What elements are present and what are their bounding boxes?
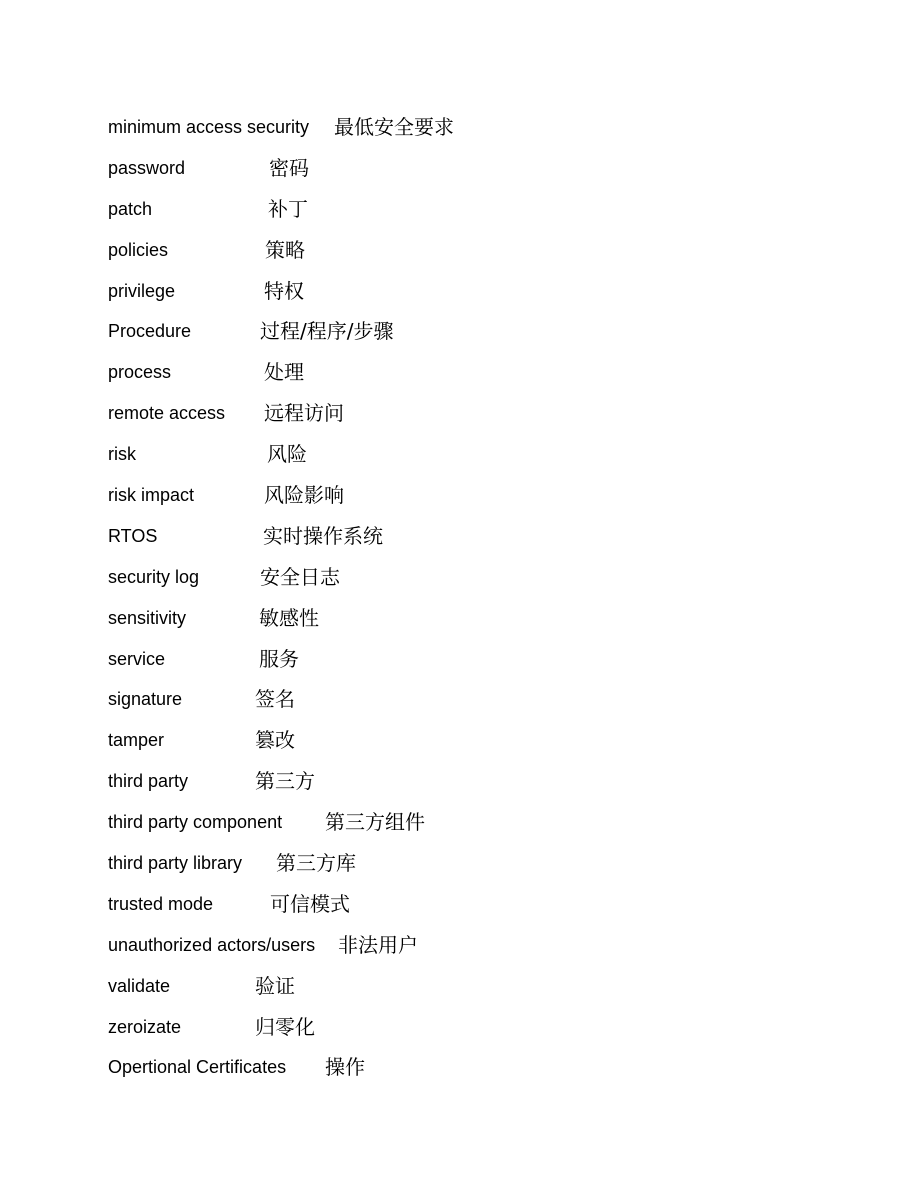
entry-term: minimum access security bbox=[108, 117, 310, 137]
entry-translation: 实时操作系统 bbox=[263, 523, 383, 548]
entry-term: sensitivity bbox=[108, 607, 187, 628]
entry-term: signature bbox=[108, 689, 183, 710]
entry-translation: 过程/程序/步骤 bbox=[260, 319, 394, 344]
entry-term: risk impact bbox=[108, 485, 195, 506]
entry-term: privilege bbox=[108, 280, 176, 301]
entry-term: third party library bbox=[108, 853, 243, 874]
entry-translation: 风险影响 bbox=[264, 483, 344, 508]
entry-translation: 第三方 bbox=[255, 769, 315, 794]
entry-translation: 风险 bbox=[267, 442, 307, 467]
entry-translation: 处理 bbox=[264, 360, 304, 385]
entry-term: tamper bbox=[108, 730, 165, 751]
entry-term: third party component bbox=[108, 812, 283, 833]
entry-term: process bbox=[108, 362, 172, 383]
entry-translation: 最低安全要求 bbox=[334, 115, 454, 139]
entry-translation: 策略 bbox=[265, 237, 305, 262]
entry-term: risk bbox=[108, 444, 136, 465]
entry-translation: 验证 bbox=[255, 973, 295, 998]
entry-translation: 第三方库 bbox=[276, 851, 356, 876]
entry-term: trusted mode bbox=[108, 893, 214, 914]
entry-translation: 安全日志 bbox=[260, 564, 340, 589]
entry-translation: 操作 bbox=[325, 1055, 365, 1080]
entry-term: RTOS bbox=[108, 525, 158, 546]
entry-translation: 远程访问 bbox=[264, 401, 344, 426]
entry-term: validate bbox=[108, 975, 171, 996]
entry-translation: 敏感性 bbox=[259, 605, 319, 630]
entry-translation: 补丁 bbox=[268, 196, 308, 221]
entry-translation: 非法用户 bbox=[338, 932, 418, 957]
entry-term: Opertional Certificates bbox=[108, 1057, 287, 1078]
entry-term: patch bbox=[108, 198, 153, 219]
entry-term: zeroizate bbox=[108, 1016, 182, 1037]
entry-term: unauthorized actors/users bbox=[108, 934, 316, 955]
entry-translation: 归零化 bbox=[255, 1014, 315, 1039]
entry-translation: 第三方组件 bbox=[325, 810, 425, 835]
entry-translation: 密码 bbox=[269, 155, 309, 180]
entry-term: service bbox=[108, 648, 166, 669]
entry-term: remote access bbox=[108, 403, 226, 424]
entry-translation: 特权 bbox=[264, 278, 304, 303]
entry-term: third party bbox=[108, 771, 189, 792]
entry-translation: 篡改 bbox=[255, 728, 295, 753]
entry-term: Procedure bbox=[108, 321, 192, 342]
entry-translation: 服务 bbox=[259, 646, 299, 671]
entry-term: policies bbox=[108, 239, 169, 260]
entry-term: password bbox=[108, 157, 186, 178]
entry-term: security log bbox=[108, 566, 200, 587]
entry-translation: 签名 bbox=[255, 687, 295, 712]
entry-translation: 可信模式 bbox=[270, 891, 350, 916]
